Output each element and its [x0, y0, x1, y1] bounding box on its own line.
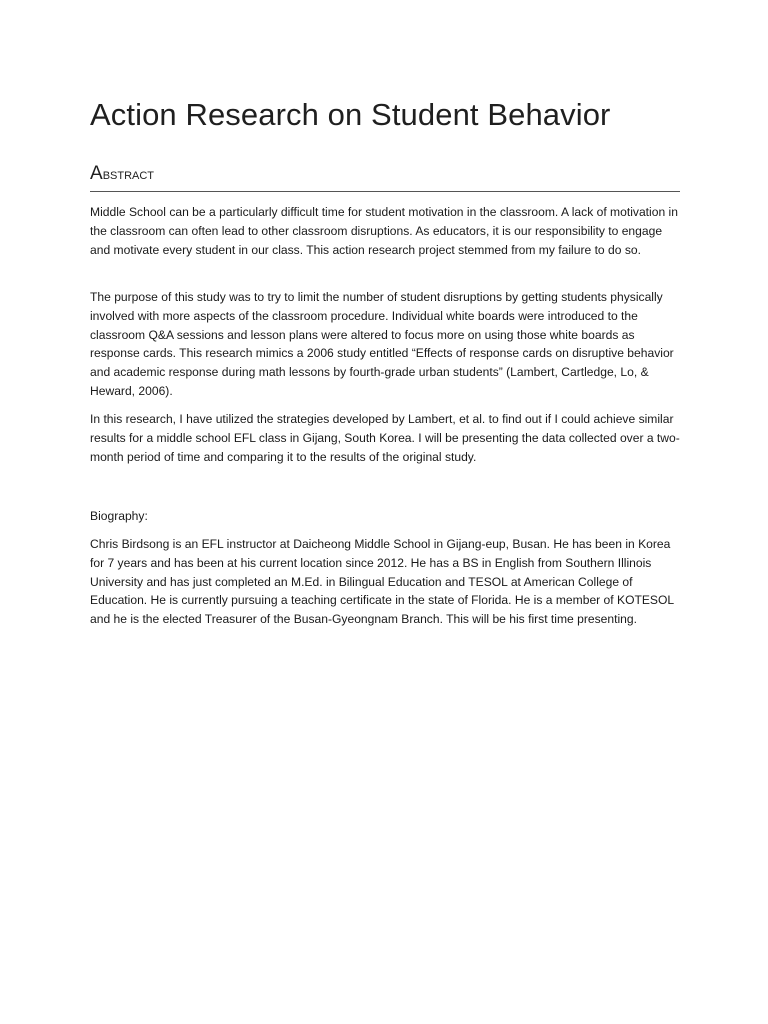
abstract-paragraph-2: The purpose of this study was to try to limit the number of student disruptions by getting students physically involved with more aspects of the classroom procedure. Individual white boards were introduced to the classroom Q&A sessions and lesson plans were altered to focus more on using those white boards as response cards. This research mimics a 2006 study entitled “Effects of response cards on disruptive behavior and academic response during math lessons by fourth-grade urban students” (Lambert, Cartledge, Lo, & Heward, 2006).: [90, 290, 674, 398]
abstract-heading: [90, 163, 680, 192]
abstract-paragraph-3: In this research, I have utilized the strategies developed by Lambert, et al. to find out if I could achieve similar results for a middle school EFL class in Gijang, South Korea. I will be presenting the data collected over a two-month period of time and comparing it to the results of the original study.: [90, 412, 680, 464]
biography-label: Biography:: [90, 509, 148, 523]
abstract-heading-initial: A: [90, 163, 103, 184]
abstract-heading-rest: bstract: [102, 166, 155, 183]
abstract-paragraph-1: Middle School can be a particularly difficult time for student motivation in the classroom. A lack of motivation in the classroom can often lead to other classroom disruptions. As educators, it is our responsibility to engage and motivate every student in our class. This action research project stemmed from my failure to do so.: [90, 205, 678, 257]
document-title: Action Research on Student Behavior: [90, 97, 611, 132]
biography-paragraph: Chris Birdsong is an EFL instructor at Daicheong Middle School in Gijang-eup, Busan. He has been in Korea for 7 years and has been at his current location since 2012. He has a BS in English from Southern Illinois University and has just completed an M.Ed. in Bilingual Education and TESOL at American College of Education. He is currently pursuing a teaching certificate in the state of Florida. He is a member of KOTESOL and he is the elected Treasurer of the Busan-Gyeongnam Branch. This will be his first time presenting.: [90, 537, 674, 627]
